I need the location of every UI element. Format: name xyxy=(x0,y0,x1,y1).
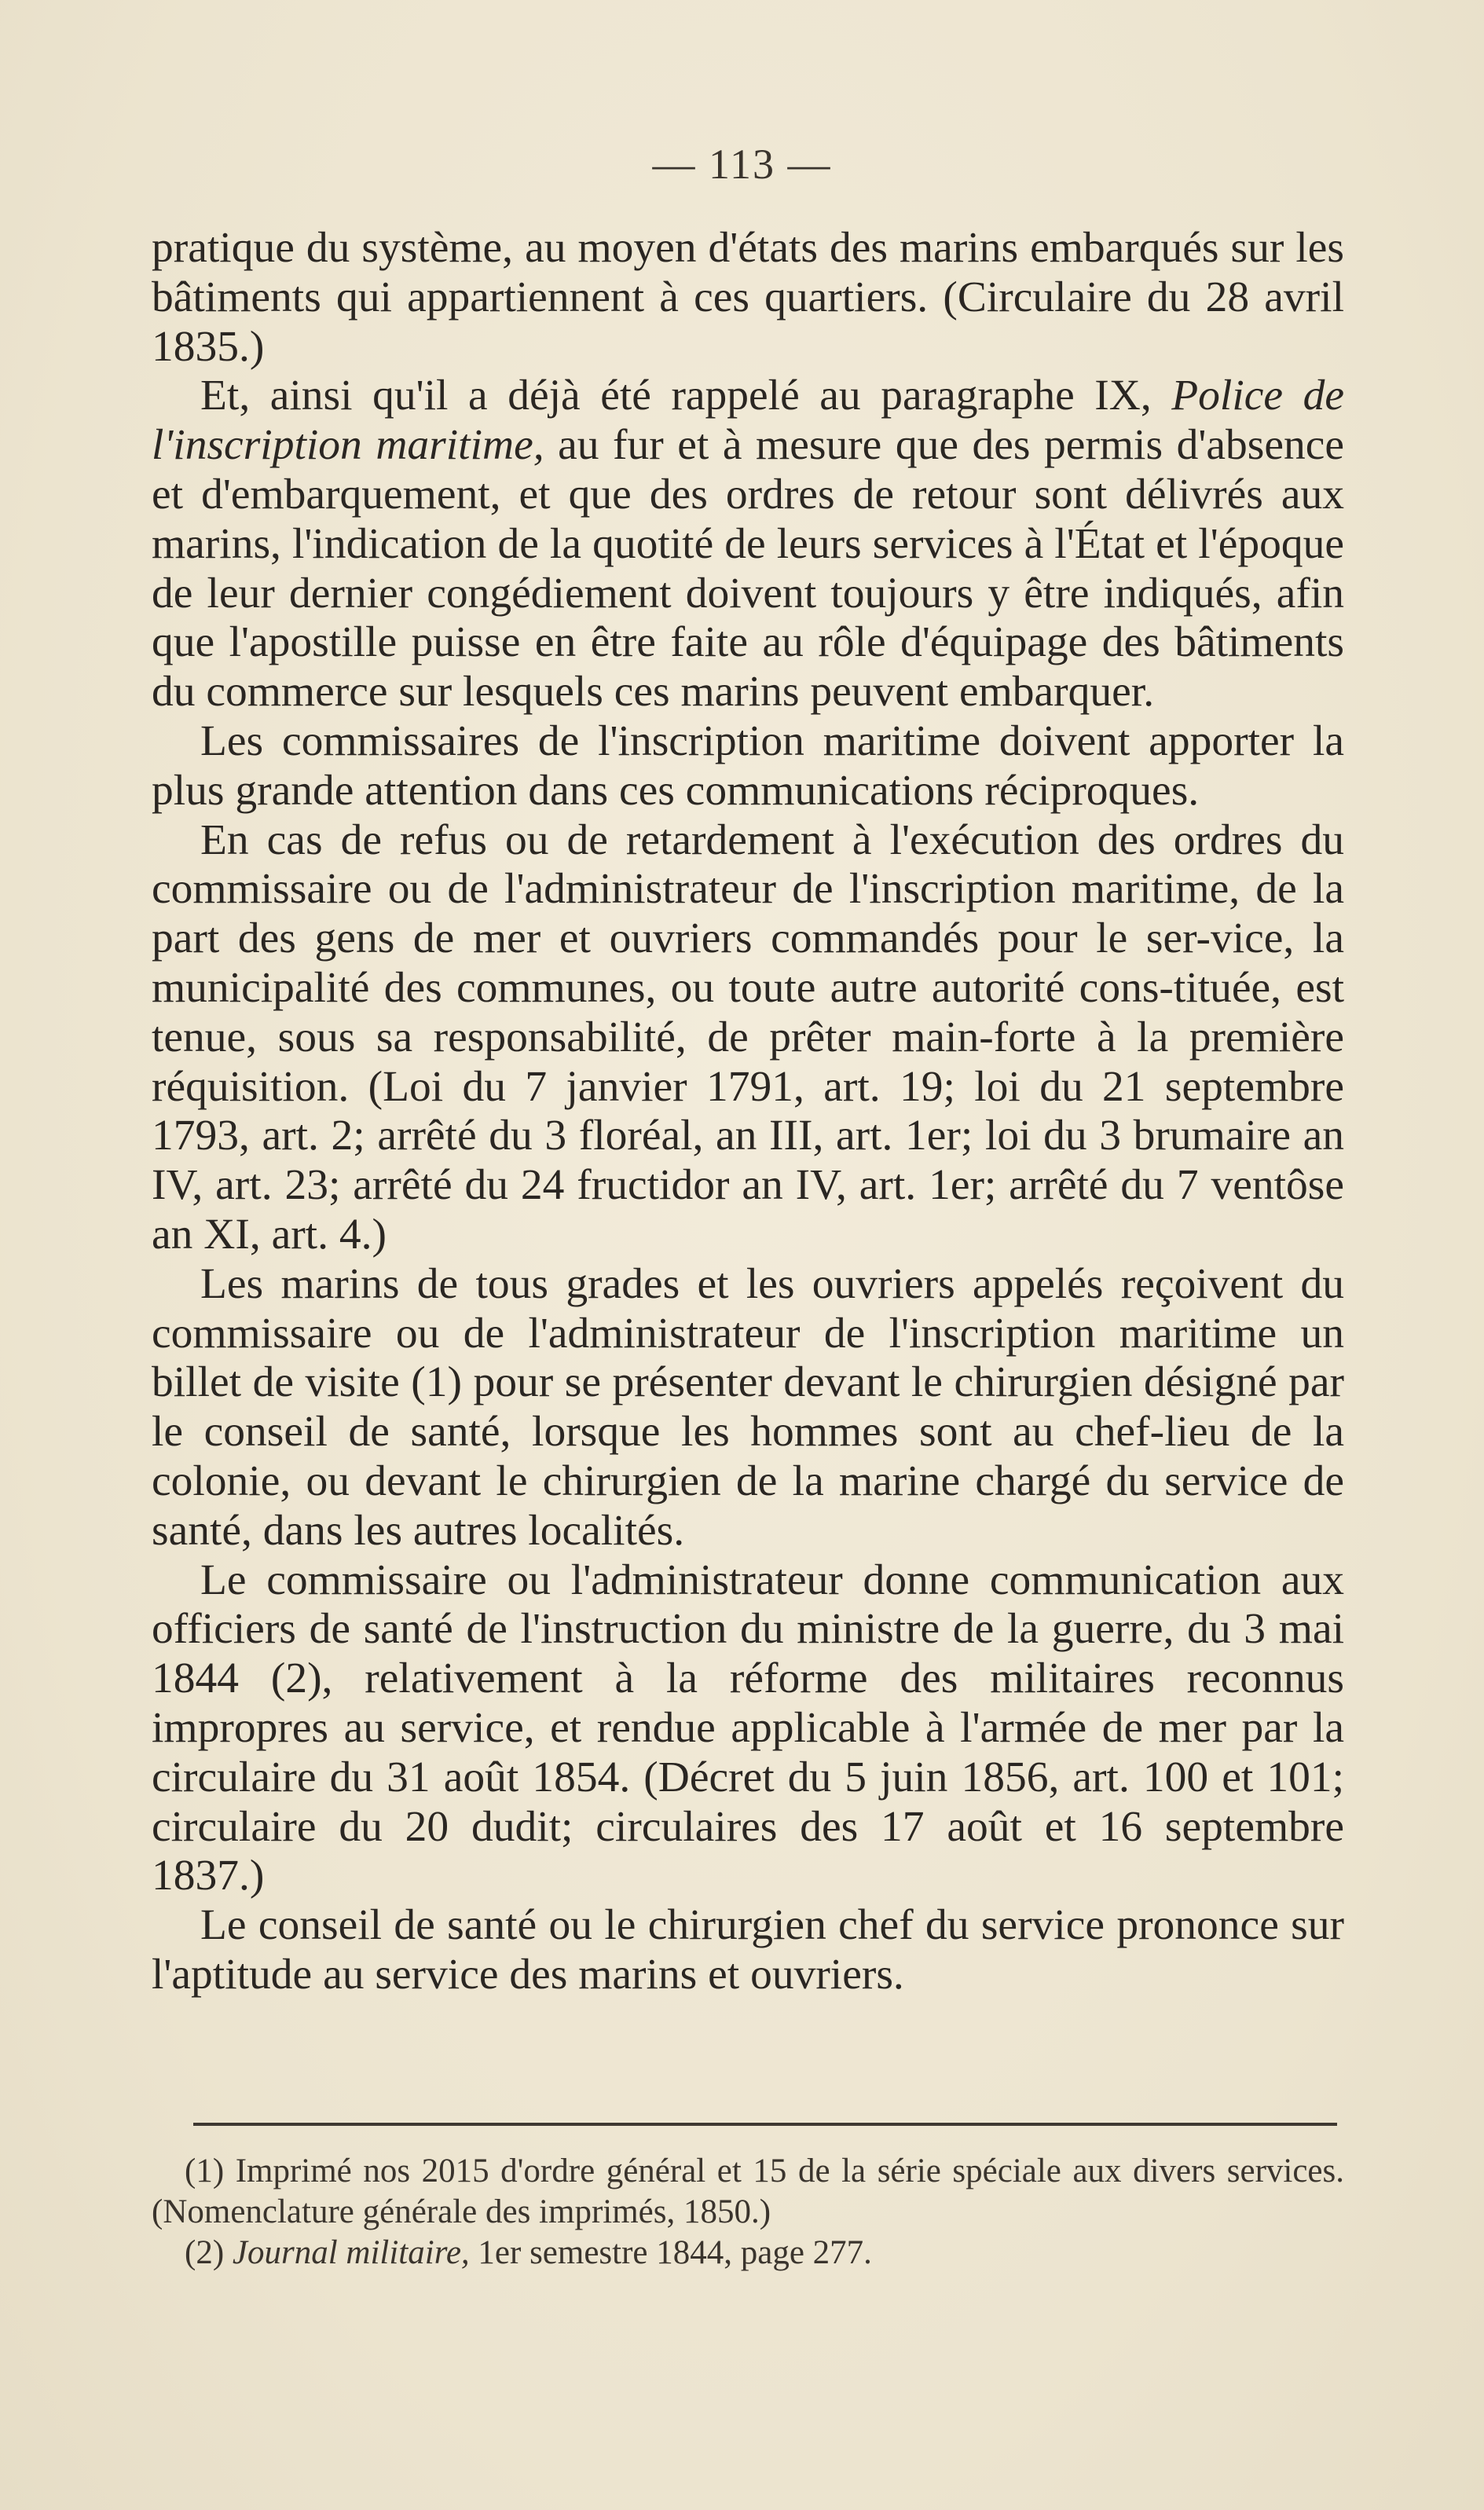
paragraph-7-text: Le conseil de santé ou le chirurgien chef du service prononce sur l'aptitude au service des marins et ouvriers. xyxy=(152,1901,1344,1999)
footnote-1 xyxy=(152,2151,1344,2233)
footnote-2-lead: (2) xyxy=(185,2234,233,2271)
footnote-2-text: 1er semestre 1844, page 277. xyxy=(469,2234,872,2271)
paragraph-1 xyxy=(152,224,1344,372)
paragraph-2 xyxy=(152,372,1344,717)
paragraph-5-text: Les marins de tous grades et les ouvriers appelés reçoivent du commissaire ou de l'administrateur de l'inscription maritime un billet de visite (1) pour se présenter devant le chirurgien désigné par le conseil de santé, lorsque les hommes sont au chef-lieu de la colonie, ou devant le chirurgien de la marine chargé du service de santé, dans les autres localités. xyxy=(152,1259,1344,1555)
paragraph-3-text: Les commissaires de l'inscription maritime doivent apporter la plus grande attention dans ces communications réciproques. xyxy=(152,716,1344,815)
paragraph-6-text: Le commissaire ou l'administrateur donne communication aux officiers de santé de l'instruction du ministre de la guerre, du 3 mai 1844 (2), relativement à la réforme des militaires reconnus impropres au service, et rendue applicable à l'armée de mer par la circulaire du 31 août 1854. (Décret du 5 juin 1856, art. 100 et 101; circulaire du 20 dudit; circulaires des 17 août et 16 septembre 1837.) xyxy=(152,1555,1344,1900)
paragraph-2-emphasis: Police de l'inscription maritime, xyxy=(152,372,1344,470)
paragraph-2-text: au fur et à mesure que des permis d'absence et d'embarquement, et que des ordres de retour sont délivrés aux marins, l'indication de la quotité de leurs services à l'État et l'époque de leur dernier congédiement doivent toujours y être indiqués, afin que l'apostille puisse en être faite au rôle d'équipage des bâtiments du commerce sur lesquels ces marins peuvent embarquer. xyxy=(152,421,1344,716)
paragraph-4 xyxy=(152,816,1344,1260)
paragraph-4-text: En cas de refus ou de retardement à l'exécution des ordres du commissaire ou de l'administrateur de l'inscription maritime, de la part des gens de mer et ouvriers commandés pour le ser-vice, la municipalité des communes, ou toute autre autorité cons-tituée, est tenue, sous sa responsabilité, de prêter main-forte à la première réquisition. (Loi du 7 janvier 1791, art. 19; loi du 21 septembre 1793, art. 2; arrêté du 3 floréal, an III, art. 1er; loi du 3 brumaire an IV, art. 23; arrêté du 24 fructidor an IV, art. 1er; arrêté du 7 ventôse an XI, art. 4.) xyxy=(152,815,1344,1259)
footnotes xyxy=(152,2151,1344,2274)
footnote-divider xyxy=(193,2123,1337,2126)
paragraph-1-text: pratique du système, au moyen d'états des marins embarqués sur les bâtiments qui appartiennent à ces quartiers. (Circulaire du 28 avril 1835.) xyxy=(152,224,1344,371)
paragraph-7 xyxy=(152,1901,1344,2000)
paragraph-5 xyxy=(152,1260,1344,1556)
footnote-2-emphasis: Journal militaire, xyxy=(232,2234,470,2271)
footnote-1-text: (1) Imprimé nos 2015 d'ordre général et 15 de la série spéciale aux divers services. (Nomenclature générale des imprimés, 1850.) xyxy=(152,2153,1344,2230)
footnote-2 xyxy=(152,2233,1344,2274)
page-number: — 113 — xyxy=(652,141,832,188)
body-text xyxy=(152,224,1344,2000)
paragraph-3 xyxy=(152,717,1344,816)
paragraph-6 xyxy=(152,1556,1344,1902)
paragraph-2-lead: Et, ainsi qu'il a déjà été rappelé au paragraphe IX, xyxy=(200,372,1172,420)
